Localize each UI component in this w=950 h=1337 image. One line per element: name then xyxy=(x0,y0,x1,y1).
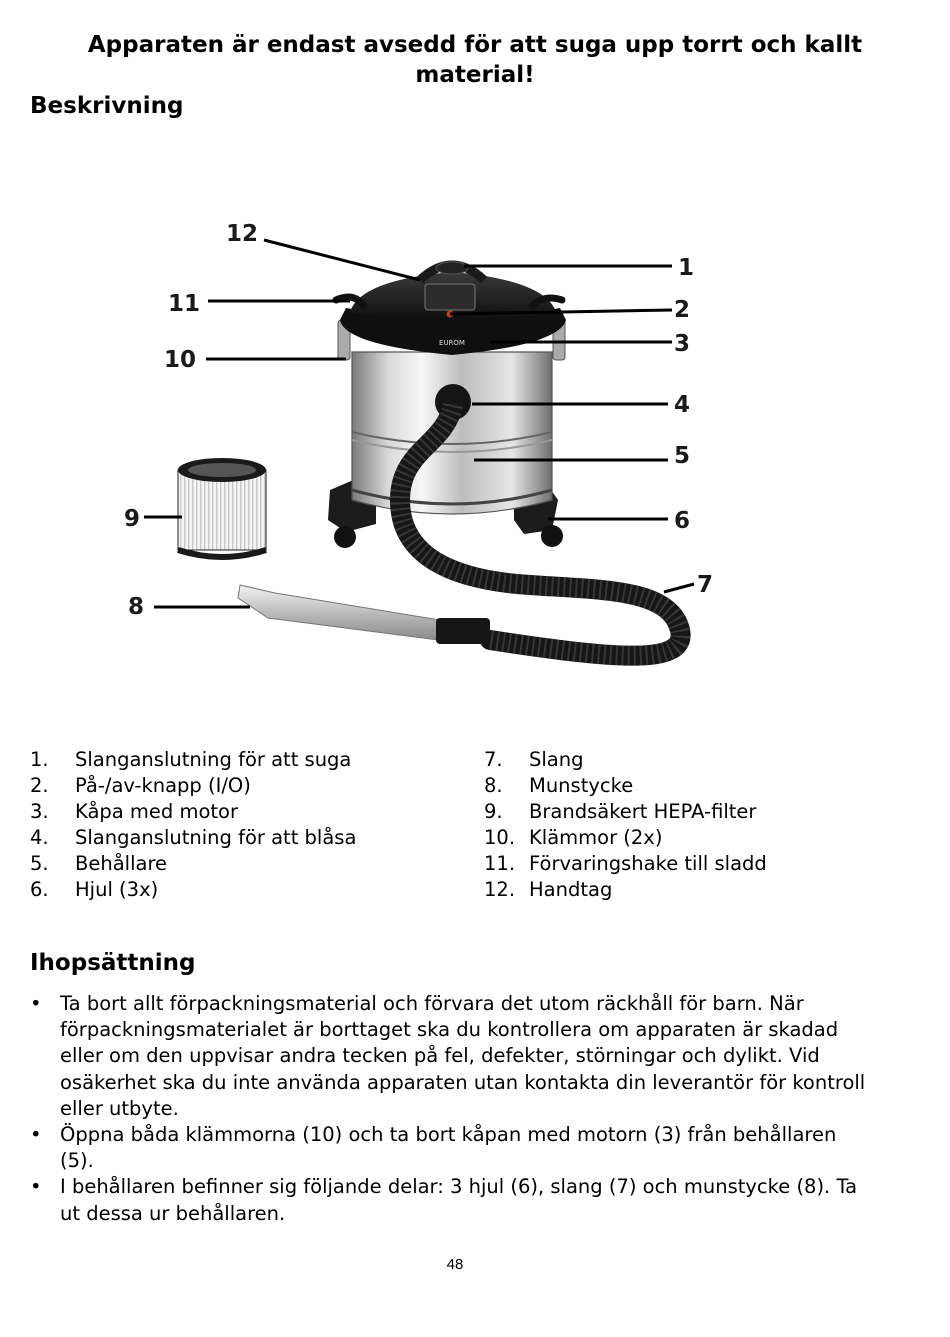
callout-1: 1 xyxy=(678,255,695,281)
parts-list-left xyxy=(30,747,356,903)
callout-10: 10 xyxy=(164,347,197,373)
part-item: 11. Förvaringshake till sladd xyxy=(484,852,767,875)
assembly-heading: Ihopsättning xyxy=(30,950,196,976)
assembly-steps xyxy=(30,991,875,1227)
callout-11: 11 xyxy=(168,291,201,317)
container-body xyxy=(352,352,552,514)
callout-12: 12 xyxy=(226,221,259,247)
brand-logo: EUROM xyxy=(439,339,465,347)
callout-5: 5 xyxy=(674,443,691,469)
part-item: 5. Behållare xyxy=(30,852,168,875)
part-item: 8. Munstycke xyxy=(484,774,634,797)
hepa-filter xyxy=(178,458,266,557)
assembly-step: • Öppna båda klämmorna (10) och ta bort kåpan med motorn (3) från behållaren (5). xyxy=(30,1122,875,1174)
callout-9: 9 xyxy=(124,506,141,532)
callout-3: 3 xyxy=(674,331,691,357)
callout-8: 8 xyxy=(128,594,145,620)
part-item: 9. Brandsäkert HEPA-filter xyxy=(484,800,757,823)
assembly-step: • I behållaren befinner sig följande delar: 3 hjul (6), slang (7) och munstycke (8). Ta ut dessa ur behållaren. xyxy=(30,1174,875,1226)
callout-4: 4 xyxy=(674,392,691,418)
nozzle xyxy=(238,585,490,644)
callout-7: 7 xyxy=(697,572,714,598)
part-item: 10. Klämmor (2x) xyxy=(484,826,663,849)
warning-heading: Apparaten är endast avsedd för att suga upp torrt och kallt material! xyxy=(87,32,863,88)
description-heading: Beskrivning xyxy=(30,93,184,119)
part-item: 6. Hjul (3x) xyxy=(30,878,159,901)
part-item: 2. På-/av-knapp (I/O) xyxy=(30,774,251,797)
part-item: 7. Slang xyxy=(484,748,584,771)
part-item: 12. Handtag xyxy=(484,878,613,901)
callout-2: 2 xyxy=(674,297,691,323)
part-item: 4. Slanganslutning för att blåsa xyxy=(30,826,357,849)
product-diagram xyxy=(0,200,950,710)
callout-6: 6 xyxy=(674,508,691,534)
part-item: 3. Kåpa med motor xyxy=(30,800,239,823)
parts-list-right xyxy=(484,747,767,903)
assembly-step: • Ta bort allt förpackningsmaterial och förvara det utom räckhåll för barn. När förpackningsmaterialet är borttaget ska du kontrollera om apparaten är skadad eller om den uppvisar andra tecken på fel, defekter, störningar och dylikt. Vid osäkerhet ska du inte använda apparaten utan kontakta din leverantör för kontroll eller utbyte. xyxy=(30,991,875,1122)
page-number: 48 xyxy=(446,1256,464,1273)
part-item: 1. Slanganslutning för att suga xyxy=(30,748,352,771)
